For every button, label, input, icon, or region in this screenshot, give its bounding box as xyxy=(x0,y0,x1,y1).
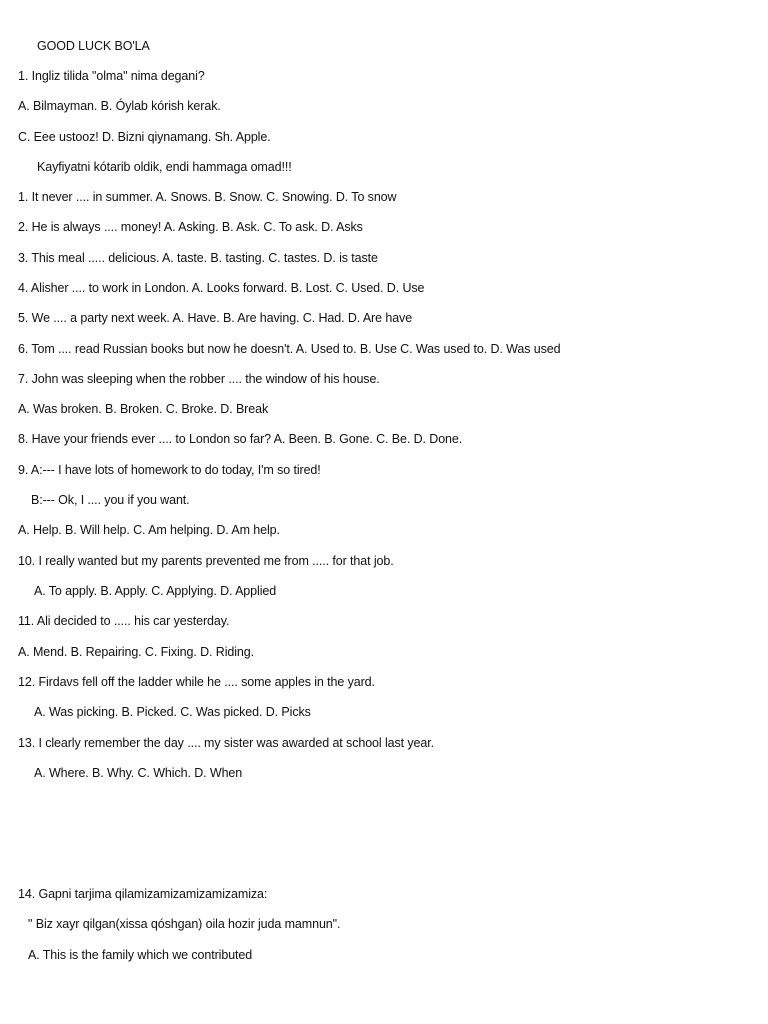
text-line: 13. I clearly remember the day .... my sister was awarded at school last year. xyxy=(18,736,434,750)
text-line: 9. A:--- I have lots of homework to do today, I'm so tired! xyxy=(18,463,321,477)
text-line: A. Where. B. Why. C. Which. D. When xyxy=(34,766,243,780)
text-line: 10. I really wanted but my parents prevented me from ..... for that job. xyxy=(18,554,394,568)
text-line: 11. Ali decided to ..... his car yesterday. xyxy=(18,614,230,628)
text-line: A. Mend. B. Repairing. C. Fixing. D. Riding. xyxy=(18,645,254,659)
text-line: A. This is the family which we contributed xyxy=(28,948,253,962)
text-line: Kayfiyatni kótarib oldik, endi hammaga omad!!! xyxy=(37,160,292,174)
text-line: A. To apply. B. Apply. C. Applying. D. Applied xyxy=(34,584,277,598)
text-line: 5. We .... a party next week. A. Have. B. Are having. C. Had. D. Are have xyxy=(18,311,413,325)
text-line: 12. Firdavs fell off the ladder while he .... some apples in the yard. xyxy=(18,675,375,689)
text-line: 1. Ingliz tilida "olma" nima degani? xyxy=(18,69,205,83)
text-line: B:--- Ok, I .... you if you want. xyxy=(31,493,190,507)
text-line: 4. Alisher .... to work in London. A. Looks forward. B. Lost. C. Used. D. Use xyxy=(18,281,425,295)
text-line: " Biz xayr qilgan(xissa qóshgan) oila hozir juda mamnun". xyxy=(28,917,341,931)
text-line: 14. Gapni tarjima qilamizamizamizamizamiza: xyxy=(18,887,268,901)
text-line: 6. Tom .... read Russian books but now he doesn't. A. Used to. B. Use C. Was used to. D. Was used xyxy=(18,342,561,356)
text-line: A. Bilmayman. B. Óylab kórish kerak. xyxy=(18,99,221,113)
text-line: 7. John was sleeping when the robber .... the window of his house. xyxy=(18,372,380,386)
text-line: C. Eee ustooz! D. Bizni qiynamang. Sh. Apple. xyxy=(18,130,271,144)
text-line: 2. He is always .... money! A. Asking. B. Ask. C. To ask. D. Asks xyxy=(18,220,363,234)
text-line: 1. It never .... in summer. A. Snows. B. Snow. C. Snowing. D. To snow xyxy=(18,190,397,204)
text-line: A. Was broken. B. Broken. C. Broke. D. Break xyxy=(18,402,269,416)
text-line: 8. Have your friends ever .... to London so far? A. Been. B. Gone. C. Be. D. Done. xyxy=(18,432,463,446)
text-line: 3. This meal ..... delicious. A. taste. B. tasting. C. tastes. D. is taste xyxy=(18,251,378,265)
document-title: GOOD LUCK BO'LA xyxy=(37,39,150,53)
text-line: A. Was picking. B. Picked. C. Was picked. D. Picks xyxy=(34,705,311,719)
text-line: A. Help. B. Will help. C. Am helping. D. Am help. xyxy=(18,523,280,537)
